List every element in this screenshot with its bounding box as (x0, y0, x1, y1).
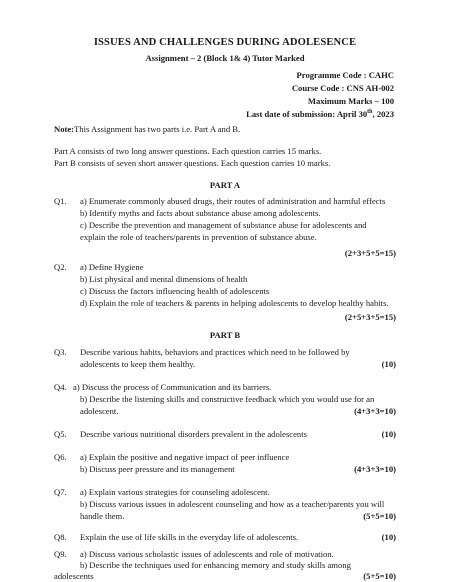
question-line: Describe various habits, behaviors and practices which need to be followed by (80, 347, 350, 357)
question-line: c) Discuss the factors influencing health of adolescents (80, 286, 270, 296)
question-number: Q2. (54, 262, 67, 272)
question-marks: (10) (381, 532, 396, 542)
question-number: Q3. (54, 347, 67, 357)
document-title: ISSUES AND CHALLENGES DURING ADOLESENCE (93, 37, 357, 48)
question-number: Q8. (54, 532, 67, 542)
question-line: adolescents (54, 571, 94, 581)
question-line: handle them. (80, 511, 125, 521)
question-line: a) Discuss various scholastic issues of adolescents and role of motivation. (80, 549, 334, 559)
question-marks: (5+5=10) (363, 571, 396, 581)
part-b-heading: PART B (209, 330, 241, 340)
question-line: a) Explain the positive and negative impact of peer influence (80, 452, 290, 462)
question-line: c) Describe the prevention and management of substance abuse for adolescents and (80, 220, 367, 230)
question-marks: (5+5=10) (363, 511, 396, 521)
question-marks: (4+3+3=10) (354, 406, 396, 416)
question-number: Q1. (54, 196, 67, 206)
question-line: adolescents to keep them healthy. (80, 359, 196, 369)
question-line: b) Discuss various issues in adolescent counseling and how as a teacher/parents you will (80, 499, 385, 509)
question-number: Q5. (54, 429, 67, 439)
question-number: Q4. (54, 382, 67, 392)
question-line: b) Describe the techniques used for enhancing memory and study skills among (80, 560, 351, 570)
question-line: Explain the use of life skills in the everyday life of adolescents. (80, 532, 299, 542)
assignment-subtitle: Assignment – 2 (Block 1& 4) Tutor Marked (145, 53, 305, 63)
question-marks: (10) (381, 429, 396, 439)
intro-line: Part A consists of two long answer questions. Each question carries 15 marks. (54, 146, 322, 156)
question-number: Q6. (54, 452, 67, 462)
question-marks: (4+3+3=10) (354, 464, 396, 474)
question-line: Describe various nutritional disorders prevalent in the adolescents (80, 429, 307, 439)
course-code: Course Code : CNS AH-002 (291, 83, 394, 93)
question-number: Q9. (54, 549, 67, 559)
question-line: a) Explain various strategies for counseling adolescent. (80, 487, 270, 497)
question-line: a) Discuss the process of Communication and its barriers. (73, 382, 272, 392)
question-line: d) Explain the role of teachers & parents in helping adolescents to develop healthy habits. (80, 298, 389, 308)
question-marks: (10) (381, 359, 396, 369)
note-text: This Assignment has two parts i.e. Part A and B. (74, 124, 241, 134)
question-line: b) Discuss peer pressure and its management (80, 464, 235, 474)
submission-date (246, 109, 394, 119)
question-line: a) Enumerate commonly abused drugs, their routes of administration and harmful effects (80, 196, 386, 206)
question-line: b) Describe the listening skills and constructive feedback which you would use for an (80, 394, 375, 404)
submission-date-suffix: , 2023 (372, 109, 394, 119)
question-marks: (2+5+3+5=15) (344, 312, 396, 322)
part-a-heading: PART A (209, 180, 241, 190)
question-line: b) List physical and mental dimensions of health (80, 274, 248, 284)
question-line: a) Define Hygiene (80, 262, 144, 272)
maximum-marks: Maximum Marks – 100 (307, 96, 394, 106)
question-line: b) Identify myths and facts about substance abuse among adolescents. (80, 208, 321, 218)
submission-date-prefix: Last date of submission: April 30 (246, 109, 368, 119)
programme-code: Programme Code : CAHC (296, 70, 394, 80)
question-line: adolescent. (80, 406, 119, 416)
note-label: Note: (54, 124, 75, 134)
submission-date-ordinal: th (367, 109, 373, 116)
intro-line: Part B consists of seven short answer questions. Each question carries 10 marks. (54, 158, 331, 168)
question-number: Q7. (54, 487, 67, 497)
question-line: explain the role of teachers/parents in prevention of substance abuse. (80, 232, 317, 242)
question-marks: (2+3+5+5=15) (344, 248, 396, 258)
note (54, 124, 240, 134)
